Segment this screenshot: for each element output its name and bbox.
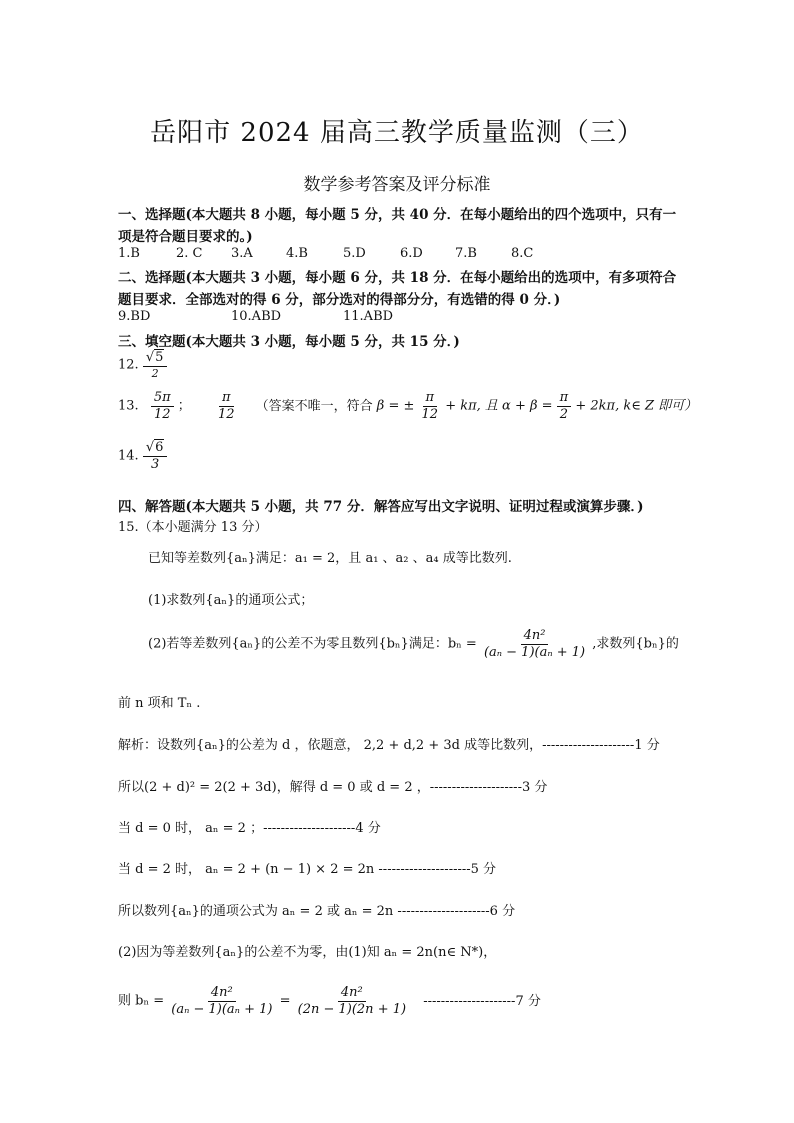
answer-12-denominator: 2	[151, 366, 159, 380]
answer-8: 8.C	[511, 246, 534, 261]
answer-14-label: 14.	[118, 448, 139, 464]
answer-6: 6.D	[400, 246, 423, 261]
section-1-heading-line-1: 一、选择题(本大题共 8 小题，每小题 5 分，共 40 分．在每小题给出的四个选项中，只有一	[118, 207, 677, 223]
solution-line-5: 所以数列{aₙ}的通项公式为 aₙ = 2 或 aₙ = 2n ---------------------6 分	[118, 904, 516, 919]
answer-13-note-prefix: （答案不唯一，符合	[255, 398, 373, 414]
answer-14-numerator: √6	[143, 440, 168, 457]
answer-13-note-numerator-1: π	[423, 390, 438, 407]
solution-line-7	[118, 985, 541, 1017]
solution-line-6: (2)因为等差数列{aₙ}的公差不为零，由(1)知 aₙ = 2n(n∈ N*)，	[118, 945, 497, 960]
question-15-part-2-numerator: 4n²	[521, 628, 549, 645]
answer-12-label: 12.	[118, 357, 139, 373]
answer-9: 9.BD	[118, 309, 151, 324]
solution-line-1: 解析：设数列{aₙ}的公差为 d ，依题意， 2,2 + d,2 + 3d 成等比数列，---------------------1 分	[118, 738, 660, 753]
question-15-part-2-denominator: (aₙ − 1)(aₙ + 1)	[483, 644, 586, 660]
solution-line-7-equals: =	[279, 993, 291, 1009]
answer-13-label: 13.	[118, 398, 139, 414]
answer-13-note-end: + 2kπ, k∈ Z 即可）	[575, 398, 698, 414]
question-15-stem: 已知等差数列{aₙ}满足：a₁ = 2，且 a₁ 、a₂ 、a₄ 成等比数列.	[148, 551, 512, 566]
answer-13-b-denominator: 12	[217, 406, 235, 422]
solution-line-7-fraction-1	[168, 985, 275, 1017]
answer-13-note-fraction-2	[557, 390, 572, 422]
answer-13-note-denominator-2: 2	[559, 406, 569, 422]
question-15-part-1: (1)求数列{aₙ}的通项公式；	[148, 593, 314, 608]
answer-14-denominator: 3	[150, 456, 160, 472]
answer-13-note-beta: β = ±	[376, 398, 415, 414]
answer-1: 1.B	[118, 246, 140, 261]
answer-12-radicand: 5	[155, 350, 164, 365]
page-title: 岳阳市 2024 届高三教学质量监测（三）	[150, 118, 644, 148]
answer-7: 7.B	[455, 246, 477, 261]
answer-12-fraction	[143, 350, 168, 380]
solution-line-7-numerator-1: 4n²	[208, 985, 236, 1002]
question-15-part-2-continuation: 前 n 项和 Tₙ .	[118, 696, 201, 711]
answer-13-note-middle: + kπ, 且 α + β =	[445, 398, 553, 414]
question-15-part-2-fraction	[481, 628, 588, 660]
answer-5: 5.D	[343, 246, 366, 261]
solution-line-7-prefix: 则 bₙ =	[118, 993, 165, 1009]
section-1-heading-line-2: 项是符合题目要求的。)	[118, 229, 253, 245]
solution-line-2: 所以(2 + d)² = 2(2 + 3d)，解得 d = 0 或 d = 2 ，---------------------3 分	[118, 780, 548, 795]
answer-13-note-numerator-2: π	[557, 390, 572, 407]
section-2-heading-line-1: 二、选择题(本大题共 3 小题，每小题 6 分，共 18 分．在每小题给出的选项中，有多项符合	[118, 270, 677, 286]
answer-14	[118, 440, 167, 472]
solution-line-7-denominator-1: (aₙ − 1)(aₙ + 1)	[171, 1001, 273, 1017]
answer-12-numerator: √5	[143, 350, 168, 367]
answer-13-b-numerator: π	[219, 390, 234, 407]
answer-10: 10.ABD	[231, 309, 282, 324]
answer-14-radicand: 6	[155, 440, 164, 455]
answer-3: 3.A	[231, 246, 253, 261]
section-3-heading: 三、填空题(本大题共 3 小题，每小题 5 分，共 15 分．)	[118, 334, 460, 350]
answer-13-separator: ；	[177, 398, 191, 414]
answer-13-a-denominator: 12	[153, 406, 171, 422]
question-15-part-2-text: (2)若等差数列{aₙ}的公差不为零且数列{bₙ}满足：bₙ =	[148, 636, 477, 652]
answer-2: 2. C	[176, 246, 203, 261]
answer-12	[118, 350, 167, 380]
question-15-part-2-tail: ,求数列{bₙ}的	[592, 636, 679, 652]
solution-line-7-fraction-2	[295, 985, 409, 1017]
answer-13	[118, 390, 697, 422]
answer-13-note-fraction-1	[419, 390, 442, 422]
section-2-heading-line-2: 题目要求．全部选对的得 6 分，部分选对的得部分分，有选错的得 0 分．)	[118, 292, 561, 308]
answer-4: 4.B	[286, 246, 308, 261]
answer-13-fraction-b	[215, 390, 238, 422]
solution-line-7-score: ---------------------7 分	[423, 993, 541, 1009]
answer-13-fraction-a	[151, 390, 174, 422]
answer-13-a-numerator: 5π	[151, 390, 174, 407]
answer-11: 11.ABD	[343, 309, 394, 324]
answer-13-note-denominator-1: 12	[421, 406, 439, 422]
question-15-header: 15.（本小题满分 13 分）	[118, 520, 268, 535]
solution-line-7-denominator-2: (2n − 1)(2n + 1)	[297, 1001, 407, 1017]
solution-line-3: 当 d = 0 时， aₙ = 2 ；---------------------4 分	[118, 821, 381, 836]
solution-line-4: 当 d = 2 时， aₙ = 2 + (n − 1) × 2 = 2n ---------------------5 分	[118, 862, 497, 877]
answer-14-fraction	[143, 440, 168, 472]
section-4-heading: 四、解答题(本大题共 5 小题，共 77 分．解答应写出文字说明、证明过程或演算步骤．)	[118, 499, 644, 515]
page-subtitle: 数学参考答案及评分标准	[303, 175, 491, 195]
solution-line-7-numerator-2: 4n²	[338, 985, 366, 1002]
question-15-part-2	[148, 628, 679, 660]
